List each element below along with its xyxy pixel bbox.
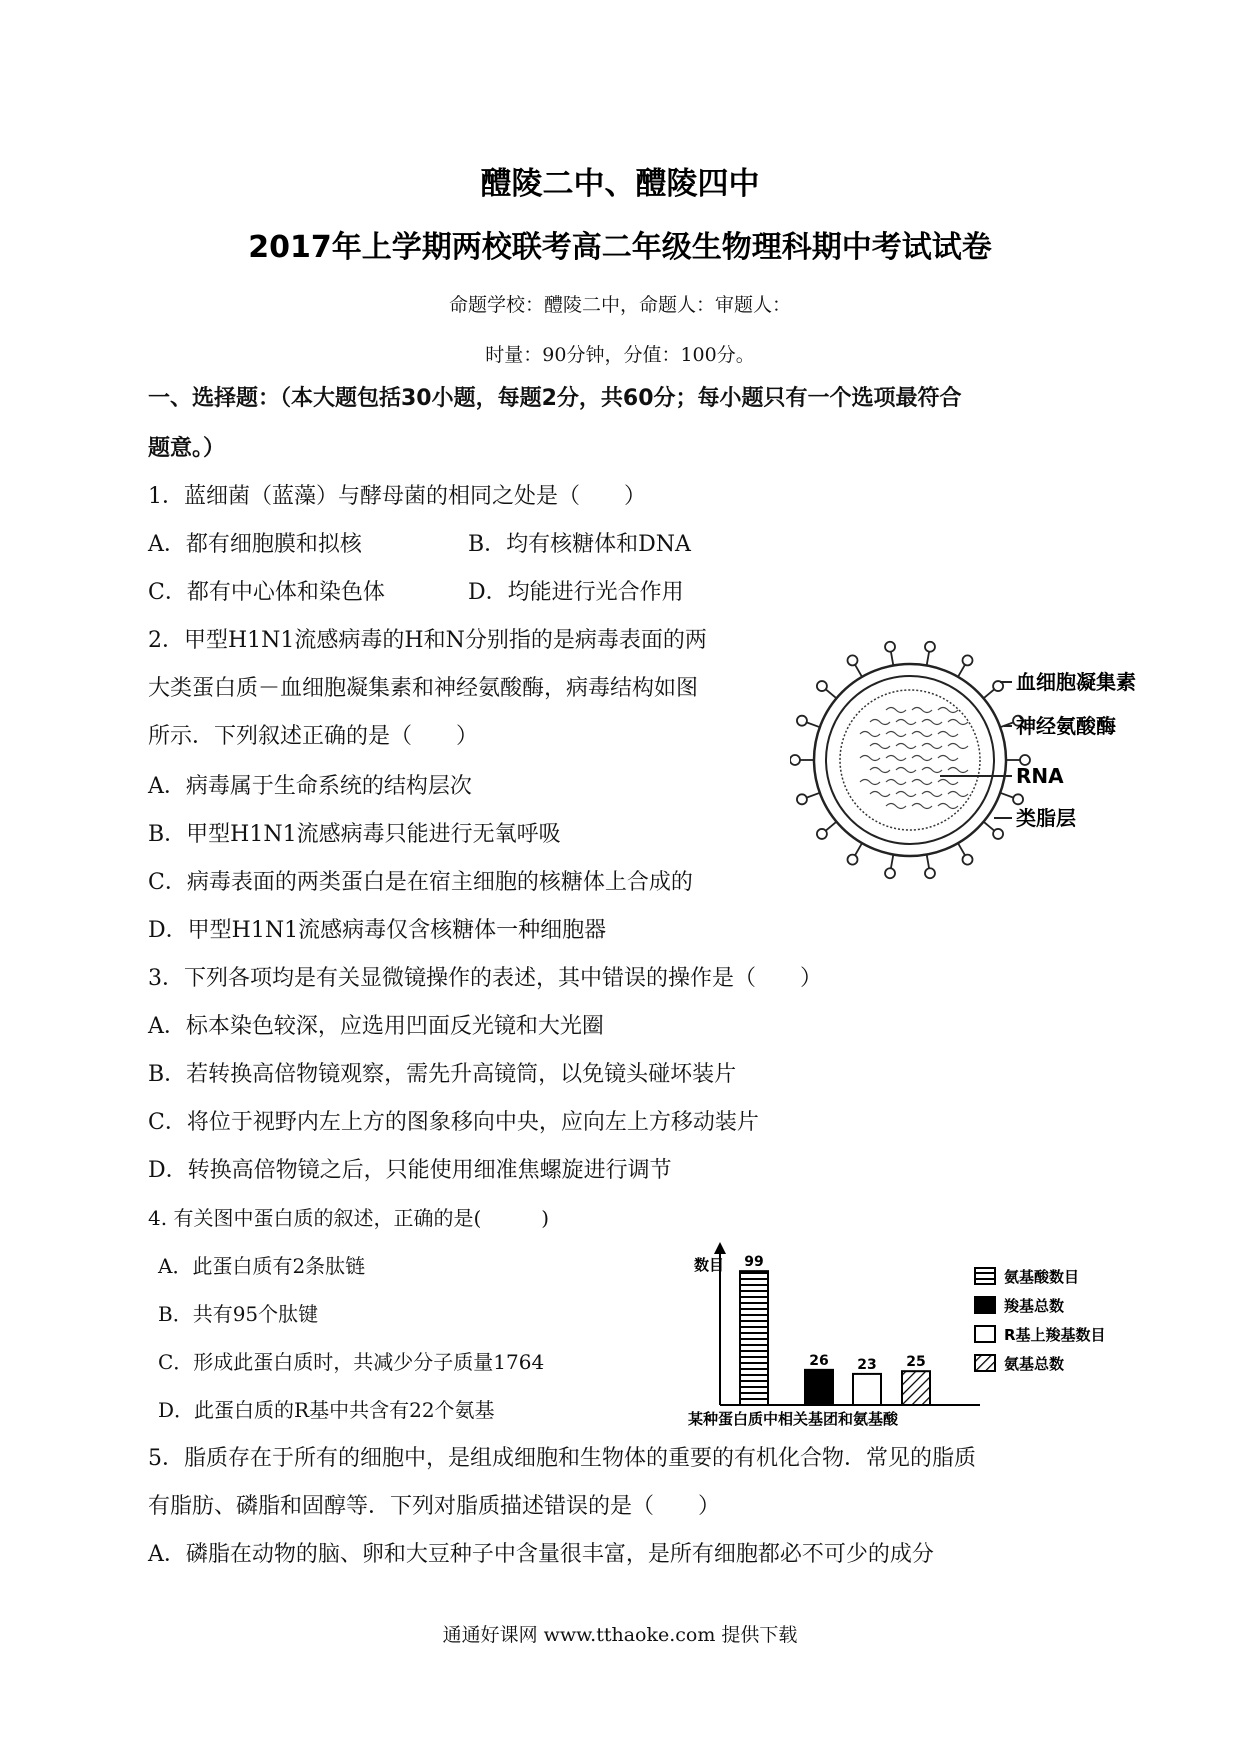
bar-value-label: 25 <box>906 1354 926 1371</box>
spike-head <box>963 855 973 865</box>
bar-value-label: 99 <box>744 1254 764 1271</box>
bar-1 <box>740 1271 768 1405</box>
x-axis-label: 某种蛋白质中相关基团和氨基酸 <box>688 1410 899 1428</box>
spike-head <box>848 655 858 665</box>
spike-head <box>925 868 935 878</box>
exam-title: 2017年上学期两校联考高二年级生物理科期中考试试卷 <box>248 230 992 265</box>
section-heading-cont: 题意。） <box>148 436 226 461</box>
spike-stalk <box>984 689 995 698</box>
y-axis-label: 数目 <box>694 1256 725 1274</box>
q2-stem-line2: 大类蛋白质－血细胞凝集素和神经氨酸酶，病毒结构如图 <box>148 676 699 701</box>
legend-swatch <box>975 1268 995 1284</box>
spike-stalk <box>958 843 965 855</box>
q4-option-b: B．共有95个肽键 <box>158 1302 319 1326</box>
exam-time-score: 时量：90分钟，分值：100分。 <box>485 344 755 366</box>
spike-head <box>797 794 807 804</box>
label-rna: RNA <box>1016 764 1064 788</box>
legend-label: R基上羧基数目 <box>1004 1326 1106 1344</box>
q5-option-a: A．磷脂在动物的脑、卵和大豆种子中含量很丰富，是所有细胞都必不可少的成分 <box>148 1542 934 1567</box>
legend-swatch <box>975 1355 995 1371</box>
q3-option-b: B．若转换高倍物镜观察，需先升高镜筒，以免镜头碰坏装片 <box>148 1062 737 1087</box>
bar-value-label: 26 <box>809 1352 829 1369</box>
q2-stem-line1: 2．甲型H1N1流感病毒的H和N分别指的是病毒表面的两 <box>148 628 707 653</box>
spike-stalk <box>826 822 837 831</box>
spike-head <box>885 642 895 652</box>
bar-4 <box>902 1371 930 1405</box>
q5-stem-line2: 有脂肪、磷脂和固醇等．下列对脂质描述错误的是（ ） <box>148 1494 721 1519</box>
q1-option-a: A．都有细胞膜和拟核 <box>148 532 362 557</box>
legend-label: 氨基总数 <box>1004 1355 1065 1373</box>
spike-stalk <box>826 689 837 698</box>
bar-value-label: 23 <box>857 1356 877 1373</box>
q1-option-c: C．都有中心体和染色体 <box>148 580 385 605</box>
spike-head <box>925 642 935 652</box>
legend-label: 氨基酸数目 <box>1004 1268 1080 1286</box>
q5-stem-line1: 5．脂质存在于所有的细胞中，是组成细胞和生物体的重要的有机化合物．常见的脂质 <box>148 1446 976 1471</box>
q4-option-c: C．形成此蛋白质时，共减少分子质量1764 <box>158 1350 545 1374</box>
label-neuraminidase: 神经氨酸酶 <box>1016 714 1116 738</box>
bars-group <box>740 1254 930 1405</box>
q4-option-d: D．此蛋白质的R基中共含有22个氨基 <box>158 1398 495 1422</box>
y-axis-arrow <box>714 1242 726 1254</box>
spike-stalk <box>807 793 820 798</box>
exam-setter-line: 命题学校：醴陵二中，命题人：审题人： <box>448 294 791 316</box>
legend-swatch <box>975 1297 995 1313</box>
spike-stalk <box>958 665 965 677</box>
q1-option-b: B．均有核糖体和DNA <box>468 532 691 557</box>
spike-stalk <box>1000 793 1013 798</box>
label-hemagglutinin: 血细胞凝集素 <box>1016 670 1136 694</box>
spike-stalk <box>927 652 929 666</box>
protein-bar-chart <box>680 1240 1190 1430</box>
virus-diagram <box>790 640 1210 880</box>
spike-stalk <box>891 652 893 666</box>
q4-stem: 4. 有关图中蛋白质的叙述，正确的是( ) <box>148 1206 550 1230</box>
q2-option-d: D．甲型H1N1流感病毒仅含核糖体一种细胞器 <box>148 918 607 943</box>
spike-stalk <box>984 822 995 831</box>
q2-option-c: C．病毒表面的两类蛋白是在宿主细胞的核糖体上合成的 <box>148 870 693 895</box>
q2-option-a: A．病毒属于生命系统的结构层次 <box>148 774 472 799</box>
q1-stem: 1．蓝细菌（蓝藻）与酵母菌的相同之处是（ ） <box>148 484 646 509</box>
spike-head <box>1013 794 1023 804</box>
bar-chart-svg <box>680 1240 1190 1430</box>
spike-stalk <box>891 855 893 869</box>
bar-2 <box>805 1370 833 1405</box>
spike-head <box>848 855 858 865</box>
q3-option-a: A．标本染色较深，应选用凹面反光镜和大光圈 <box>148 1014 604 1039</box>
bar-3 <box>853 1374 881 1405</box>
spike-stalk <box>855 843 862 855</box>
spike-head <box>993 829 1003 839</box>
page-footer: 通通好课网 www.tthaoke.com 提供下载 <box>442 1624 798 1646</box>
q3-option-d: D．转换高倍物镜之后，只能使用细准焦螺旋进行调节 <box>148 1158 672 1183</box>
spike-stalk <box>807 722 820 727</box>
q1-option-d: D．均能进行光合作用 <box>468 580 684 605</box>
q3-option-c: C．将位于视野内左上方的图象移向中央，应向左上方移动装片 <box>148 1110 759 1135</box>
q1-options-row1 <box>148 532 691 558</box>
spike-head <box>797 716 807 726</box>
label-lipid-layer: 类脂层 <box>1016 806 1076 830</box>
legend-swatch <box>975 1326 995 1342</box>
spike-head <box>790 755 800 765</box>
spike-head <box>963 655 973 665</box>
q3-stem: 3．下列各项均是有关显微镜操作的表述，其中错误的操作是（ ） <box>148 966 822 991</box>
q2-stem-line3: 所示．下列叙述正确的是（ ） <box>148 724 479 749</box>
q1-options-row2 <box>148 580 684 606</box>
rna-core <box>840 690 980 830</box>
spike-head <box>817 829 827 839</box>
q2-option-b: B．甲型H1N1流感病毒只能进行无氧呼吸 <box>148 822 561 847</box>
virus-structure-figure <box>790 640 1210 880</box>
spike-head <box>817 681 827 691</box>
section-heading: 一、选择题：（本大题包括30小题，每题2分，共60分；每小题只有一个选项最符合 <box>148 386 962 411</box>
exam-school-title: 醴陵二中、醴陵四中 <box>480 166 760 202</box>
spike-head <box>885 868 895 878</box>
chart-legend <box>975 1268 1106 1373</box>
spike-stalk <box>927 855 929 869</box>
legend-label: 羧基总数 <box>1004 1297 1065 1315</box>
q4-option-a: A．此蛋白质有2条肽链 <box>158 1254 366 1278</box>
spike-stalk <box>855 665 862 677</box>
